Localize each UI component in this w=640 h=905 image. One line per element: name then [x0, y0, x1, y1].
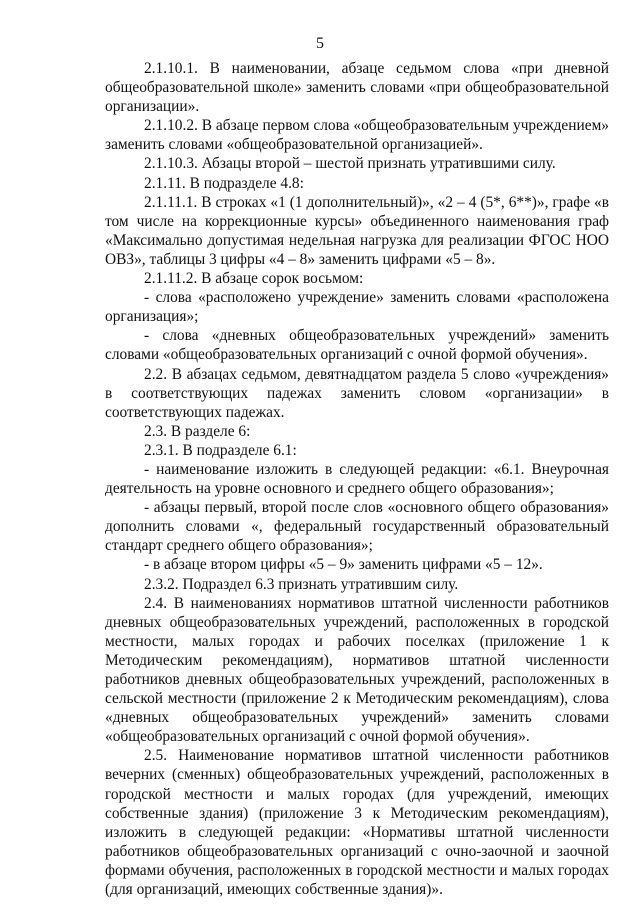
paragraph-2-3-1: 2.3.1. В подразделе 6.1: [144, 441, 297, 459]
list-item-dash: - слова «дневных общеобразовательных учреждений» заменить словами «общеобразовательных организаций с очной формой обучения». [105, 327, 609, 364]
list-item-dash: - слова «расположено учреждение» заменить словами «расположена организация»; [105, 289, 609, 326]
list-item-dash: - наименование изложить в следующей редакции: «6.1. Внеурочная деятельность на уровне основного и среднего общего образования»; [105, 460, 609, 498]
paragraph-2-1-10-2: 2.1.10.2. В абзаце первом слова «общеобразовательным учреждением» заменить словами «общеобразовательной организацией». [105, 117, 609, 154]
paragraph-2-1-11-1: 2.1.11.1. В строках «1 (1 дополнительный)», «2 – 4 (5*, 6**)», графе «в том числе на коррекционные курсы» объединенного наименования граф «Максимально допустимая недельная нагрузка для реализации ФГОС НОО ОВЗ», таблицы 3 цифры «4 – 8» заменить цифрами «5 – 8». [105, 193, 609, 268]
paragraph-2-1-11: 2.1.11. В подразделе 4.8: [144, 174, 304, 192]
paragraph-2-3-2: 2.3.2. Подраздел 6.3 признать утратившим силу. [144, 575, 459, 593]
paragraph-2-1-10-1: 2.1.10.1. В наименовании, абзаце седьмом слова «при дневной общеобразовательной школе» заменить словами «при общеобразовательной организации». [105, 60, 609, 116]
paragraph-2-5: 2.5. Наименование нормативов штатной численности работников вечерних (сменных) общеобразовательных учреждений, расположенных в городской местности и малых городах (для учреждений, имеющих собственные здания) (приложение 3 к Методическим рекомендациям), изложить в следующей редакции: «Нормативы штатной численности работников общеобразовательных организаций с очно-заочной и заочной формами обучения, расположенных в городской местности и малых городах (для организаций, имеющих собственные здания)». [105, 747, 609, 899]
paragraph-2-4: 2.4. В наименованиях нормативов штатной численности работников дневных общеобразовательных учреждений, расположенных в городской местности, малых городах и рабочих поселках (приложение 1 к Методическим рекомендациям), нормативов штатной численности работников дневных общеобразовательных учреждений, расположенных в сельской местности (приложение 2 к Методическим рекомендациям), слова «дневных общеобразовательных учреждений» заменить словами «общеобразовательных организаций с очной формой обучения». [105, 594, 609, 746]
paragraph-2-2: 2.2. В абзацах седьмом, девятнадцатом раздела 5 слово «учреждения» в соответствующих падежах заменить словом «организации» в соответствующих падежах. [105, 365, 609, 421]
paragraph-2-3: 2.3. В разделе 6: [144, 422, 251, 440]
list-item-dash: - абзацы первый, второй после слов «основного общего образования» дополнить словами «, федеральный государственный образовательный стандарт среднего общего образования»; [105, 499, 609, 555]
list-item-dash: - в абзаце втором цифры «5 – 9» заменить цифрами «5 – 12». [144, 556, 543, 574]
document-body [105, 59, 609, 899]
paragraph-2-1-11-2: 2.1.11.2. В абзаце сорок восьмом: [144, 270, 364, 288]
paragraph-2-1-10-3: 2.1.10.3. Абзацы второй – шестой признать утратившими силу. [144, 155, 556, 173]
page-number: 5 [316, 35, 324, 52]
